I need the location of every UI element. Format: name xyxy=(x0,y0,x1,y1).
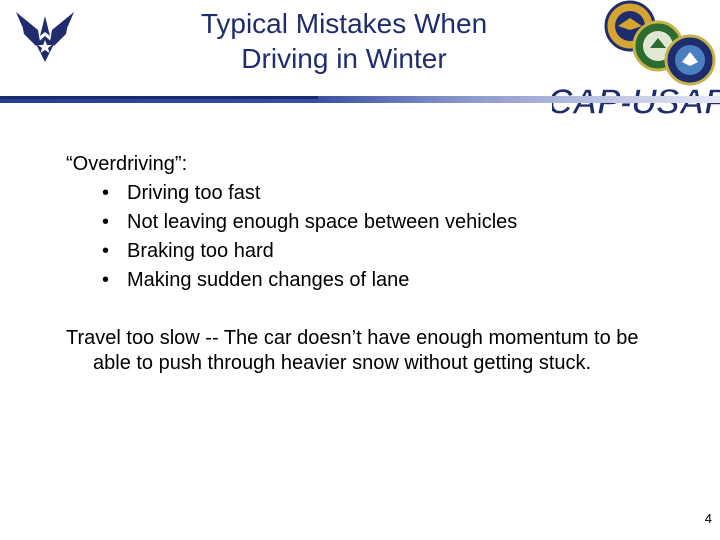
page-number: 4 xyxy=(704,511,712,526)
bullet-glyph: • xyxy=(102,269,110,291)
bullet-list xyxy=(66,179,666,295)
list-item-text: Driving too fast xyxy=(127,182,261,204)
list-item xyxy=(66,266,666,295)
bullet-glyph: • xyxy=(102,211,110,233)
list-item xyxy=(66,179,666,208)
slide-title xyxy=(150,6,538,76)
list-item-text: Not leaving enough space between vehicles xyxy=(127,211,518,233)
slide-body xyxy=(66,150,666,295)
title-line-1: Typical Mistakes When xyxy=(200,8,488,39)
list-item xyxy=(66,237,666,266)
header-divider xyxy=(0,96,720,103)
bullet-glyph: • xyxy=(102,182,110,204)
title-line-2: Driving in Winter xyxy=(241,43,447,74)
travel-too-slow-paragraph: Travel too slow -- The car doesn’t have enough momentum to be able to push through heavier snow without getting stuck. xyxy=(66,327,639,374)
list-item-text: Braking too hard xyxy=(127,240,274,262)
seal-cluster xyxy=(594,0,720,90)
bullet-glyph: • xyxy=(102,240,110,262)
overdriving-heading: “Overdriving”: xyxy=(66,153,188,175)
list-item-text: Making sudden changes of lane xyxy=(127,269,410,291)
cap-usaf-seal-icon xyxy=(666,36,714,84)
air-force-wings-icon xyxy=(14,6,76,62)
list-item xyxy=(66,208,666,237)
